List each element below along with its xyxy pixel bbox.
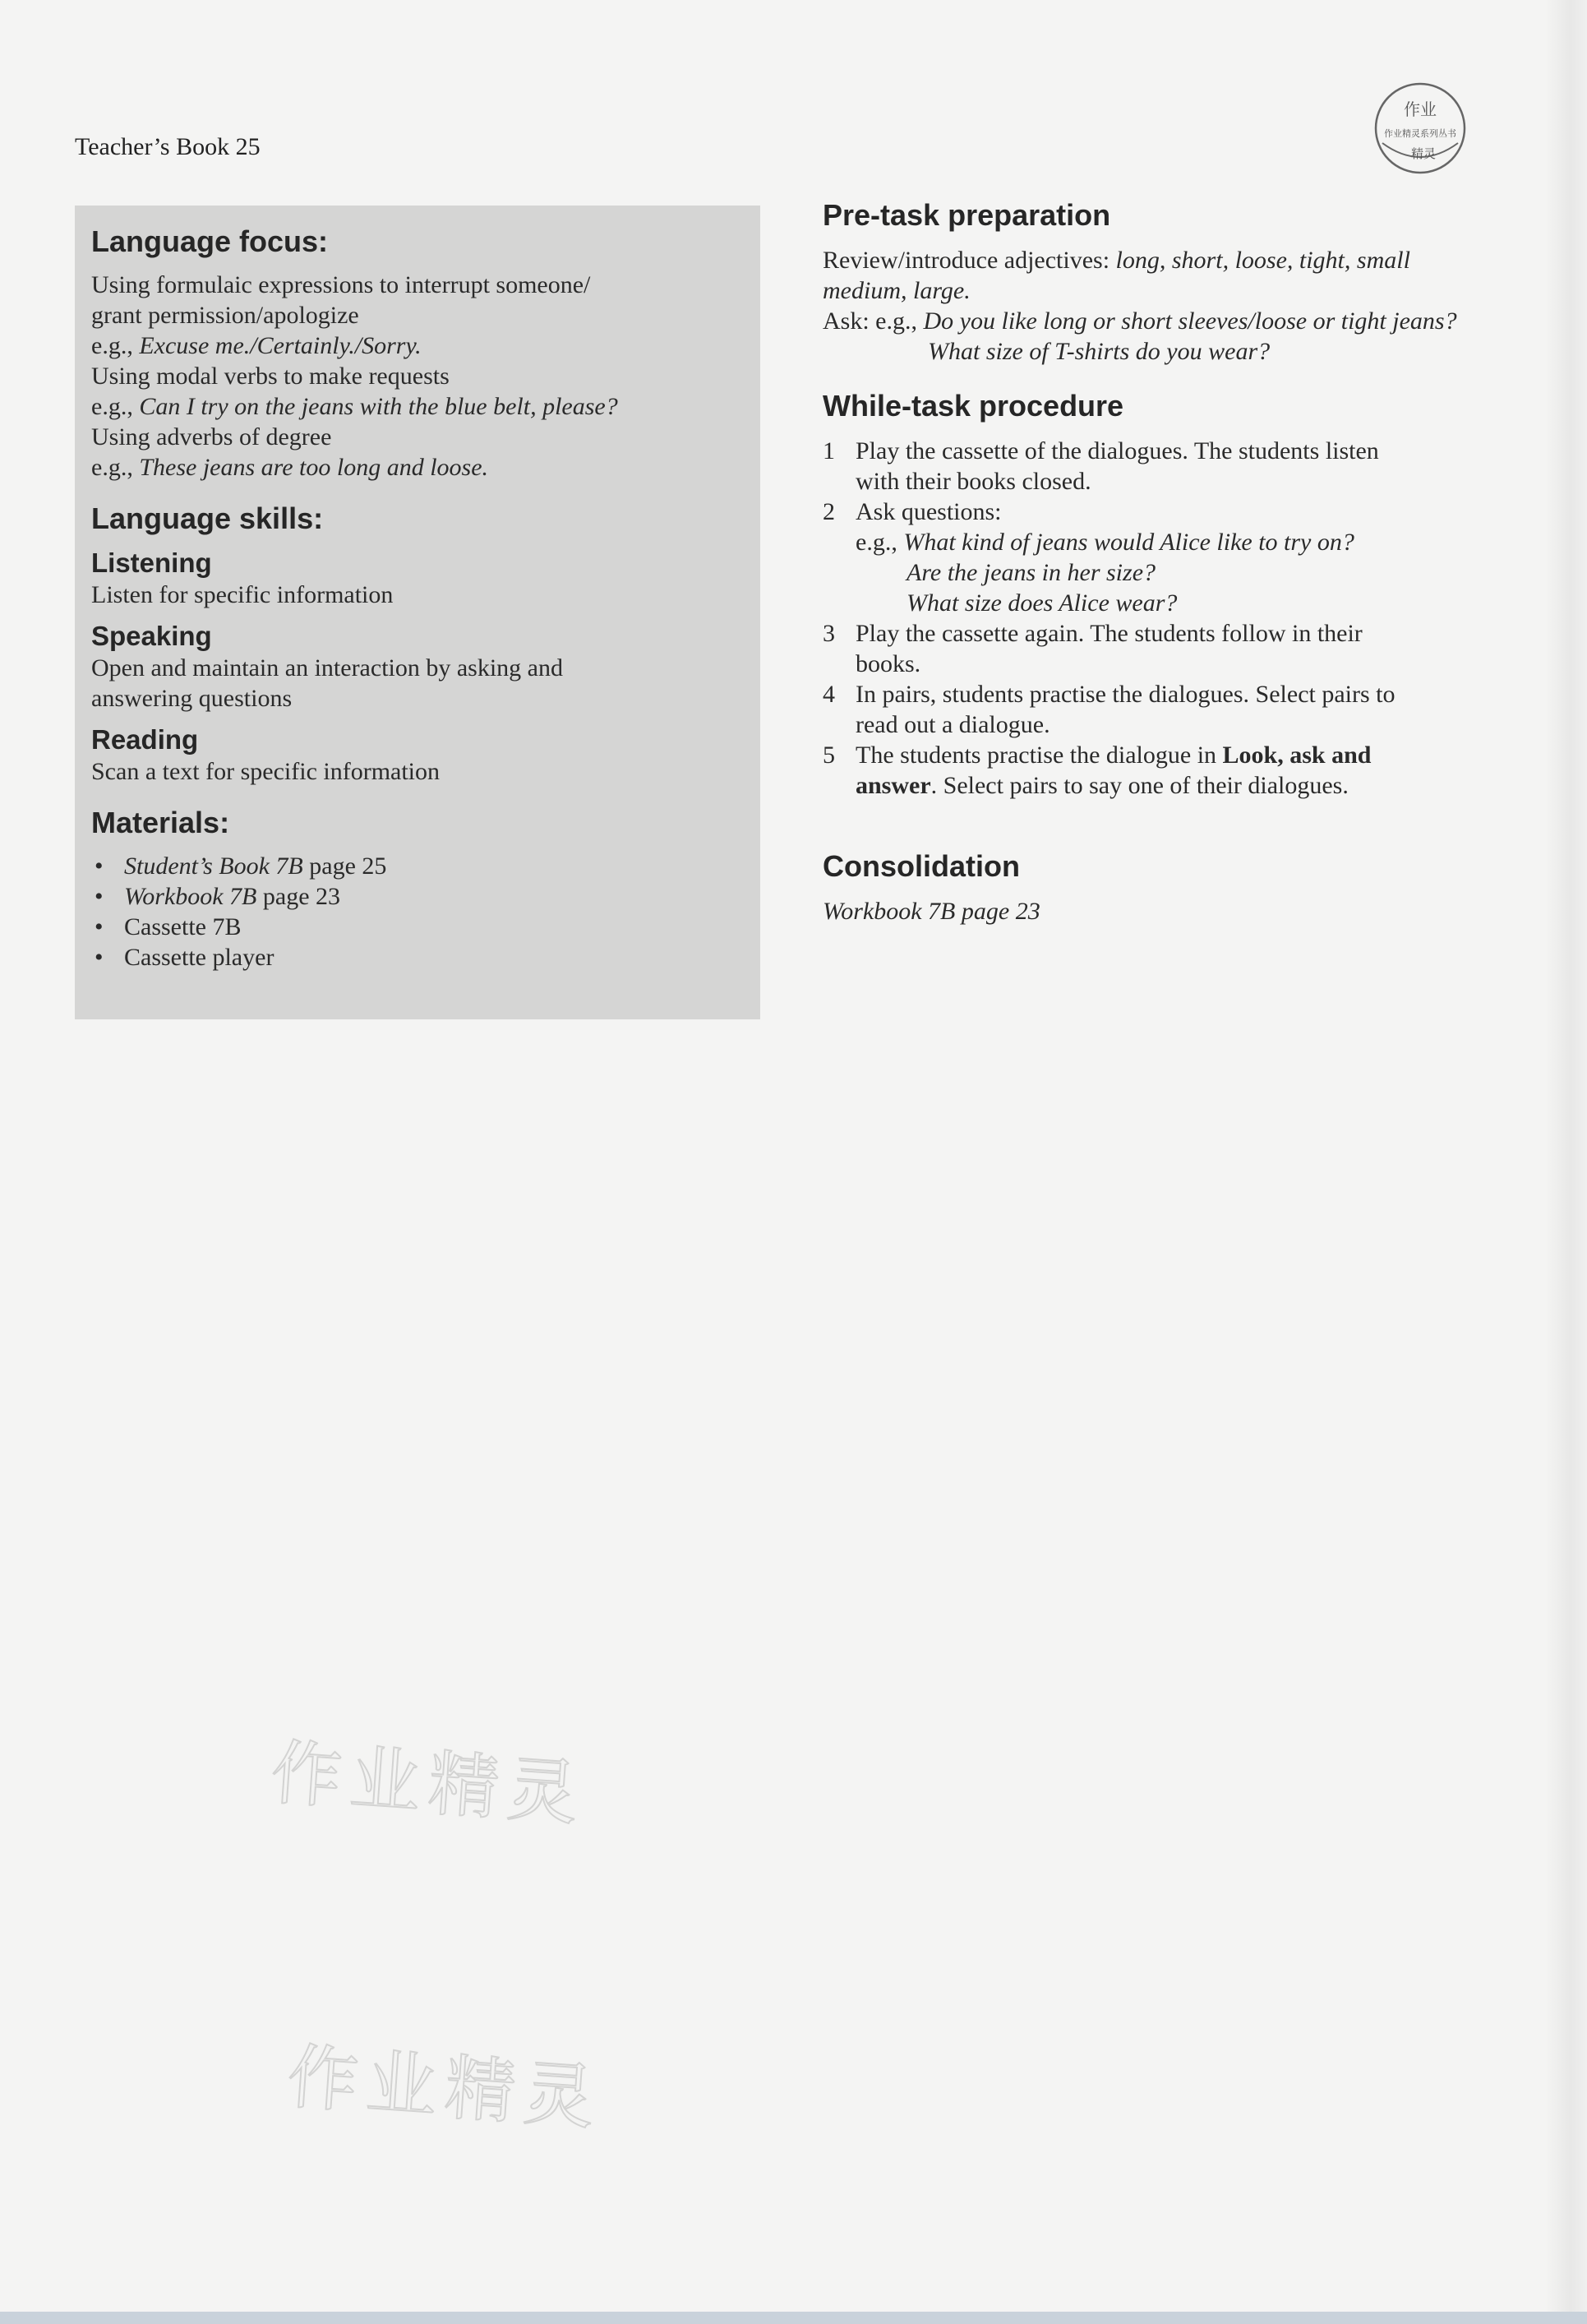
- pre-task-review: Review/introduce adjectives: long, short, loose, tight, small: [823, 247, 1410, 274]
- materials-list: [91, 851, 744, 973]
- reading-heading: Reading: [91, 724, 199, 755]
- stamp-top-text: 作业: [1404, 99, 1437, 119]
- language-focus-example: e.g., Excuse me./Certainly./Sorry.: [91, 332, 422, 359]
- stamp-middle-text: 作业精灵系列丛书: [1384, 128, 1456, 139]
- lesson-focus-box: [75, 206, 760, 1019]
- pre-task-heading: Pre-task preparation: [823, 198, 1111, 232]
- list-item: • Workbook 7B page 23: [91, 881, 744, 912]
- reading-text: Scan a text for specific information: [91, 758, 441, 785]
- language-focus-line: Using modal verbs to make requests: [91, 363, 450, 390]
- list-item: • Cassette player: [91, 942, 744, 973]
- language-focus-heading: Language focus:: [91, 224, 329, 258]
- language-focus-line: grant permission/apologize: [91, 302, 359, 329]
- consolidation-heading: Consolidation: [823, 849, 1020, 883]
- pre-task-ask-cont: What size of T-shirts do you wear?: [928, 338, 1271, 365]
- listening-text: Listen for specific information: [91, 581, 394, 608]
- procedure-step: 2 Ask questions: e.g., What kind of jeans would Alice like to try on? Are the jeans in her size? What size does Alice wear?: [823, 498, 1354, 617]
- language-focus-example: e.g., Can I try on the jeans with the blue belt, please?: [91, 393, 618, 420]
- language-focus-example: e.g., These jeans are too long and loose.: [91, 454, 489, 481]
- materials-heading: Materials:: [91, 806, 230, 839]
- list-item: • Cassette 7B: [91, 912, 744, 942]
- watermark: 作业精灵: [284, 2035, 606, 2141]
- speaking-heading: Speaking: [91, 621, 212, 651]
- list-item: • Student’s Book 7B page 25: [91, 851, 744, 881]
- consolidation-text: Workbook 7B page 23: [823, 898, 1040, 925]
- speaking-text: Open and maintain an interaction by asking and: [91, 654, 563, 681]
- language-focus-line: Using formulaic expressions to interrupt someone/: [91, 271, 591, 298]
- procedure-step: 4 In pairs, students practise the dialogues. Select pairs to read out a dialogue.: [823, 681, 1396, 738]
- stamp-bottom-text: 精灵: [1410, 146, 1437, 161]
- pre-task-review-cont: medium, large.: [823, 277, 971, 304]
- language-skills-heading: Language skills:: [91, 501, 324, 535]
- while-task-heading: While-task procedure: [823, 389, 1124, 423]
- procedure-step: 1 Play the cassette of the dialogues. The students listen with their books closed.: [823, 437, 1379, 495]
- procedure-step: 3 Play the cassette again. The students follow in their books.: [823, 620, 1363, 677]
- page-edge-shadow: [1545, 0, 1587, 2324]
- publisher-stamp: [1371, 79, 1469, 178]
- speaking-text: answering questions: [91, 685, 293, 712]
- procedure-step: 5 The students practise the dialogue in Look, ask and answer. Select pairs to say one of their dialogues.: [823, 742, 1372, 799]
- watermark: 作业精灵: [268, 1731, 589, 1837]
- running-header: Teacher’s Book 25: [75, 133, 261, 160]
- procedure-column: [823, 197, 1513, 926]
- scan-bottom-strip: [0, 2312, 1587, 2324]
- language-focus-line: Using adverbs of degree: [91, 423, 332, 450]
- pre-task-ask: Ask: e.g., Do you like long or short sleeves/loose or tight jeans?: [823, 307, 1457, 335]
- listening-heading: Listening: [91, 548, 212, 578]
